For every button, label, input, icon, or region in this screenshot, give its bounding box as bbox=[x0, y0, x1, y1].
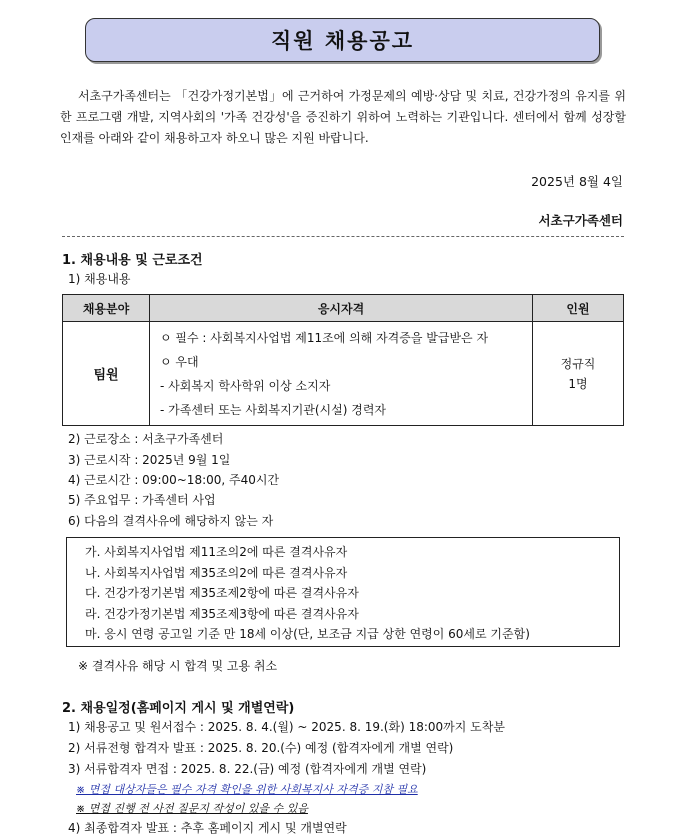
section1-heading: 1. 채용내용 및 근로조건 bbox=[62, 253, 203, 268]
list-item: 1) 채용공고 및 원서접수 : 2025. 8. 4.(월) ~ 2025. 8. 19.(화) 18:00까지 도착분 bbox=[68, 720, 505, 734]
qualification-preferred: ㅇ 우대 bbox=[160, 354, 199, 369]
qualification-required: ㅇ 필수 : 사회복지사업법 제11조에 의해 자격증을 발급받은 자 bbox=[160, 330, 489, 345]
list-item: 4) 근로시간 : 09:00~18:00, 주40시간 bbox=[68, 473, 280, 487]
disqualification-item: 라. 건강가정기본법 제35조제3항에 따른 결격사유자 bbox=[85, 606, 359, 621]
qualification-cell bbox=[150, 322, 533, 426]
interview-note: ※ 면접 대상자들은 필수 자격 확인을 위한 사회복지사 자격증 지참 필요 bbox=[76, 783, 418, 796]
section1-sub1: 1) 채용내용 bbox=[68, 272, 131, 286]
organization-name: 서초구가족센터 bbox=[538, 213, 623, 228]
qualification-experience: - 가족센터 또는 사회복지기관(시설) 경력자 bbox=[160, 402, 387, 417]
header-count: 인원 bbox=[533, 295, 624, 322]
list-item: 4) 최종합격자 발표 : 추후 홈페이지 게시 및 개별연락 bbox=[68, 821, 347, 835]
qualification-degree: - 사회복지 학사학위 이상 소지자 bbox=[160, 378, 331, 393]
count-cell bbox=[533, 322, 624, 426]
divider bbox=[62, 236, 624, 237]
recruitment-table bbox=[62, 294, 624, 426]
intro-paragraph: 서초구가족센터는 「건강가정기본법」에 근거하여 가정문제의 예방·상담 및 치료, 건강가정의 유지를 위한 프로그램 개발, 지역사회의 '가족 건강성'을 증진하기 위하여 노력하는 기관입니다. 센터에서 함께 성장할 인재를 아래와 같이 채용하고자 하오니 많은 지원 바랍니다. bbox=[60, 89, 626, 145]
list-item: 2) 근로장소 : 서초구가족센터 bbox=[68, 432, 224, 446]
disqualification-box bbox=[66, 537, 620, 647]
list-item: 3) 서류합격자 면접 : 2025. 8. 22.(금) 예정 (합격자에게 개별 연락) bbox=[68, 762, 427, 776]
list-item: 2) 서류전형 합격자 발표 : 2025. 8. 20.(수) 예정 (합격자에게 개별 연락) bbox=[68, 741, 454, 755]
list-item: 6) 다음의 결격사유에 해당하지 않는 자 bbox=[68, 514, 274, 528]
employment-type: 정규직 bbox=[560, 356, 596, 371]
headcount: 1명 bbox=[568, 376, 588, 391]
role-cell: 팀원 bbox=[63, 322, 150, 426]
table-header-row bbox=[63, 295, 624, 322]
disqualification-item: 마. 응시 연령 공고일 기준 만 18세 이상(단, 보조금 지급 상한 연령이 60세로 기준함) bbox=[85, 627, 530, 641]
disqualification-note: ※ 결격사유 해당 시 합격 및 고용 취소 bbox=[78, 659, 278, 673]
header-field: 채용분야 bbox=[63, 295, 150, 322]
disqualification-item: 다. 건강가정기본법 제35조제2항에 따른 결격사유자 bbox=[85, 586, 359, 600]
announcement-date: 2025년 8월 4일 bbox=[531, 174, 623, 189]
list-item: 5) 주요업무 : 가족센터 사업 bbox=[68, 493, 216, 507]
disqualification-item: 가. 사회복지사업법 제11조의2에 따른 결격사유자 bbox=[85, 545, 348, 559]
table-row bbox=[63, 322, 624, 426]
header-qualification: 응시자격 bbox=[150, 295, 533, 322]
interview-note: ※ 면접 진행 전 사전 질문지 작성이 있을 수 있음 bbox=[76, 802, 308, 815]
section2-heading: 2. 채용일정(홈페이지 게시 및 개별연락) bbox=[62, 701, 295, 716]
list-item: 3) 근로시작 : 2025년 9월 1일 bbox=[68, 453, 231, 467]
disqualification-item: 나. 사회복지사업법 제35조의2에 따른 결격사유자 bbox=[85, 565, 348, 580]
page-title: 직원 채용공고 bbox=[85, 18, 600, 62]
